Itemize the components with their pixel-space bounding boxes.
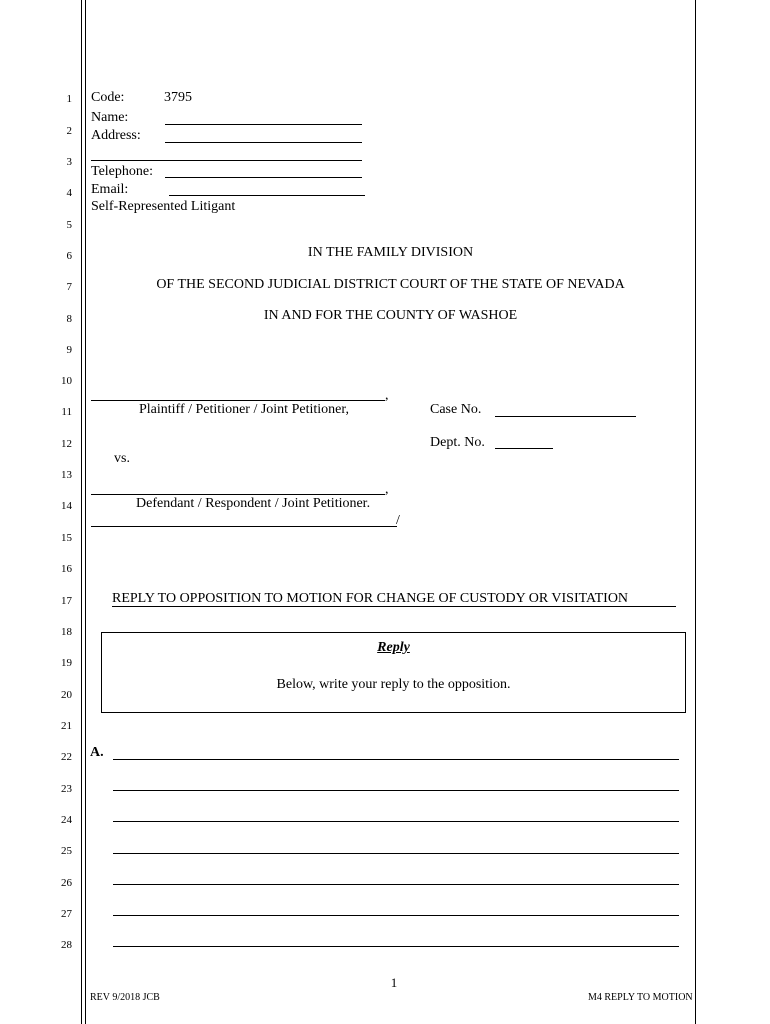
reply-writing-line[interactable] [113, 915, 679, 916]
line-number: 6 [66, 250, 72, 262]
telephone-label: Telephone: [91, 164, 153, 179]
line-number: 24 [61, 814, 72, 826]
name-label: Name: [91, 110, 129, 125]
line-number: 8 [66, 313, 72, 325]
line-number: 18 [61, 626, 72, 638]
plaintiff-comma: , [385, 388, 389, 403]
caption-closing-line [91, 526, 397, 527]
defendant-comma: , [385, 482, 389, 497]
line-number: 28 [61, 939, 72, 951]
revision-label: REV 9/2018 JCB [90, 992, 160, 1003]
court-division-heading: IN THE FAMILY DIVISION [307, 245, 474, 260]
reply-heading: Reply [377, 640, 410, 655]
right-margin-rule [695, 0, 696, 1024]
line-number: 20 [61, 689, 72, 701]
defendant-name-field[interactable] [91, 494, 385, 495]
address-field-line-2[interactable] [91, 160, 362, 161]
line-number: 3 [66, 156, 72, 168]
line-number: 7 [66, 281, 72, 293]
form-name-label: M4 REPLY TO MOTION [588, 992, 693, 1003]
line-number: 2 [66, 125, 72, 137]
case-number-field[interactable] [495, 416, 636, 417]
line-number: 10 [61, 375, 72, 387]
line-number: 17 [61, 595, 72, 607]
self-represented-label: Self-Represented Litigant [91, 199, 236, 214]
department-number-field[interactable] [495, 448, 553, 449]
telephone-field[interactable] [165, 177, 362, 178]
code-label: Code: [91, 90, 125, 105]
reply-instruction-text: Below, write your reply to the opposition. [276, 677, 511, 692]
line-number: 15 [61, 532, 72, 544]
address-label: Address: [91, 128, 141, 143]
line-number: 27 [61, 908, 72, 920]
document-title-underline [112, 606, 676, 607]
left-margin-rule-inner [85, 0, 86, 1024]
reply-writing-line[interactable] [113, 821, 679, 822]
caption-slash: / [396, 513, 400, 528]
reply-writing-line[interactable] [113, 946, 679, 947]
document-title: REPLY TO OPPOSITION TO MOTION FOR CHANGE OF CUSTODY OR VISITATION [112, 591, 629, 606]
line-number: 22 [61, 751, 72, 763]
left-margin-rule-outer [81, 0, 82, 1024]
court-county-heading: IN AND FOR THE COUNTY OF WASHOE [263, 308, 518, 323]
reply-writing-line[interactable] [113, 884, 679, 885]
defendant-label: Defendant / Respondent / Joint Petitioner. [136, 496, 371, 511]
name-field[interactable] [165, 124, 362, 125]
line-number: 4 [66, 187, 72, 199]
line-number: 9 [66, 344, 72, 356]
code-value: 3795 [164, 90, 192, 105]
plaintiff-label: Plaintiff / Petitioner / Joint Petitioner, [139, 402, 349, 417]
line-number: 5 [66, 219, 72, 231]
email-field[interactable] [169, 195, 365, 196]
line-number: 11 [61, 406, 72, 418]
reply-instruction-box [101, 632, 686, 713]
page-number: 1 [390, 975, 398, 990]
line-number: 16 [61, 563, 72, 575]
section-a-label: A. [90, 745, 104, 760]
plaintiff-name-field[interactable] [91, 400, 385, 401]
line-number: 26 [61, 877, 72, 889]
line-number: 1 [66, 93, 72, 105]
court-name-heading: OF THE SECOND JUDICIAL DISTRICT COURT OF THE STATE OF NEVADA [156, 277, 625, 292]
email-label: Email: [91, 182, 129, 197]
line-number: 19 [61, 657, 72, 669]
line-number: 14 [61, 500, 72, 512]
vs-label: vs. [114, 451, 130, 466]
reply-writing-line[interactable] [113, 790, 679, 791]
line-number: 12 [61, 438, 72, 450]
line-number: 25 [61, 845, 72, 857]
line-number: 21 [61, 720, 72, 732]
department-number-label: Dept. No. [430, 435, 485, 450]
address-field-line-1[interactable] [165, 142, 362, 143]
reply-writing-line[interactable] [113, 759, 679, 760]
line-number: 23 [61, 783, 72, 795]
reply-writing-line[interactable] [113, 853, 679, 854]
case-number-label: Case No. [430, 402, 482, 417]
line-number: 13 [61, 469, 72, 481]
